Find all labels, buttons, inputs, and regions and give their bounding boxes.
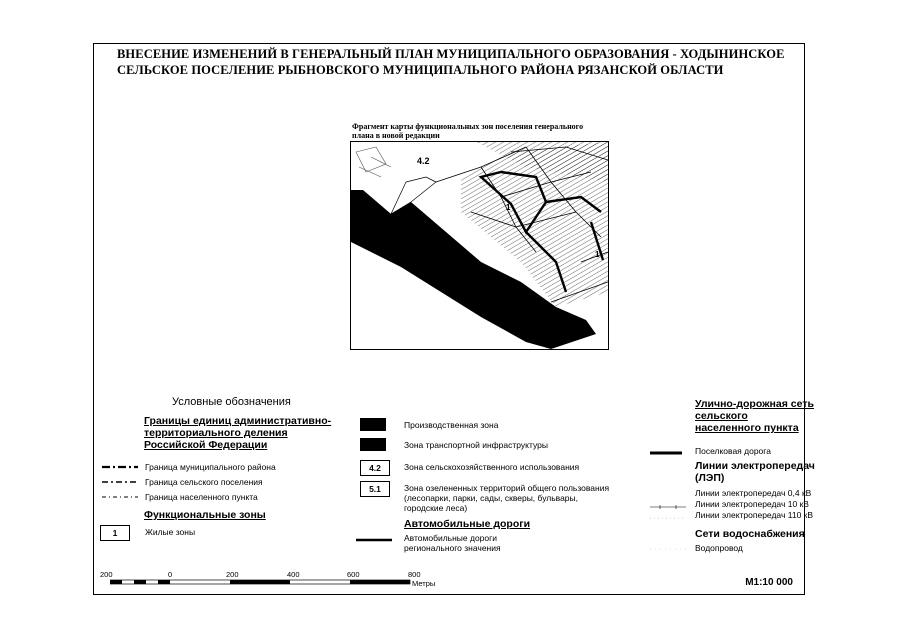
zone-label-1b: 1 [595,250,600,259]
fragment-caption [352,122,622,140]
power-lines-header-line-2: (ЛЭП) [695,472,725,484]
street-network-header [695,398,814,434]
scale-bar [110,578,420,588]
scale-ratio: М1:10 000 [745,577,793,588]
agri-zone-swatch: 4.2 [360,460,390,476]
legend-agri-zone: Зона сельскохозяйственного использования [404,462,580,472]
legend-regional-roads-line-1: Автомобильные дороги [404,533,497,543]
scale-tick-label: 400 [287,570,300,579]
boundaries-header [144,415,331,451]
scale-tick-label: 200 [226,570,239,579]
legend-green-zone-line-2: (лесопарки, парки, сады, скверы, бульвары, [404,493,579,503]
legend-industrial-zone: Производственная зона [404,420,499,430]
street-network-header-line-3: населенного пункта [695,422,799,434]
legend-power-04: Линии электропередач 0,4 кВ [695,488,812,498]
water-pipe-symbol [650,546,686,552]
settlement-road-symbol [650,450,682,456]
legend-settlement-road: Поселковая дорога [695,446,771,456]
legend-water-pipe: Водопровод [695,543,743,553]
fragment-caption-line-1: Фрагмент карты функциональных зон поселения генерального [352,122,584,131]
legend-municipal-boundary: Граница муниципального района [145,462,276,472]
map-fragment-drawing [351,142,608,349]
scale-unit: Метры [412,579,436,588]
roads-header: Автомобильные дороги [404,518,531,530]
scale-tick-label: 600 [347,570,360,579]
zone-label-1a: 1 [506,203,511,212]
residential-zone-swatch: 1 [100,525,130,541]
scale-tick-label: 200 [100,570,113,579]
title-line-2: СЕЛЬСКОЕ ПОСЕЛЕНИЕ РЫБНОВСКОГО МУНИЦИПАЛЬНОГО РАЙОНА РЯЗАНСКОЙ ОБЛАСТИ [117,63,724,77]
legend-title: Условные обозначения [172,396,291,408]
power-lines-header-line-1: Линии электропередач [695,460,815,472]
boundaries-header-line-2: территориального деления [144,427,288,439]
legend-regional-roads-line-2: регионального значения [404,543,501,553]
power-lines-header [695,460,815,484]
legend-green-zone-line-1: Зона озелененных территорий общего пользования [404,483,610,493]
industrial-zone-swatch [360,418,386,431]
map-fragment[interactable] [350,141,609,350]
boundary-line-symbols [100,462,140,502]
water-header: Сети водоснабжения [695,528,805,540]
legend-settlement-boundary: Граница населенного пункта [145,492,258,502]
legend-power-110: Линии электропередач 110 кВ [695,510,814,520]
power-line-symbols [650,496,686,526]
green-zone-swatch: 5.1 [360,481,390,497]
functional-zones-header: Функциональные зоны [144,509,266,521]
scale-tick-label: 0 [168,570,173,579]
street-network-header-line-2: сельского [695,410,748,422]
regional-road-symbol [356,537,392,543]
legend-power-10: Линии электропередач 10 кВ [695,499,809,509]
document-title [117,46,797,78]
transport-zone-swatch [360,438,386,451]
boundaries-header-line-1: Границы единиц административно- [144,415,332,427]
legend-transport-zone: Зона транспортной инфраструктуры [404,440,548,450]
title-line-1: ВНЕСЕНИЕ ИЗМЕНЕНИЙ В ГЕНЕРАЛЬНЫЙ ПЛАН МУНИЦИПАЛЬНОГО ОБРАЗОВАНИЯ - ХОДЫНИНСКОЕ [117,47,785,61]
legend-green-zone [404,483,609,513]
legend-green-zone-line-3: городские леса) [404,503,468,513]
street-network-header-line-1: Улично-дорожная сеть [695,398,814,410]
legend-residential-zone: Жилые зоны [145,527,196,537]
legend-rural-boundary: Граница сельского поселения [145,477,263,487]
scale-tick-label: 800 [408,570,421,579]
legend-regional-roads [404,533,501,553]
zone-label-4-2: 4.2 [417,156,430,166]
fragment-caption-line-2: плана в новой редакции [352,131,440,140]
boundaries-header-line-3: Российской Федерации [144,439,268,451]
